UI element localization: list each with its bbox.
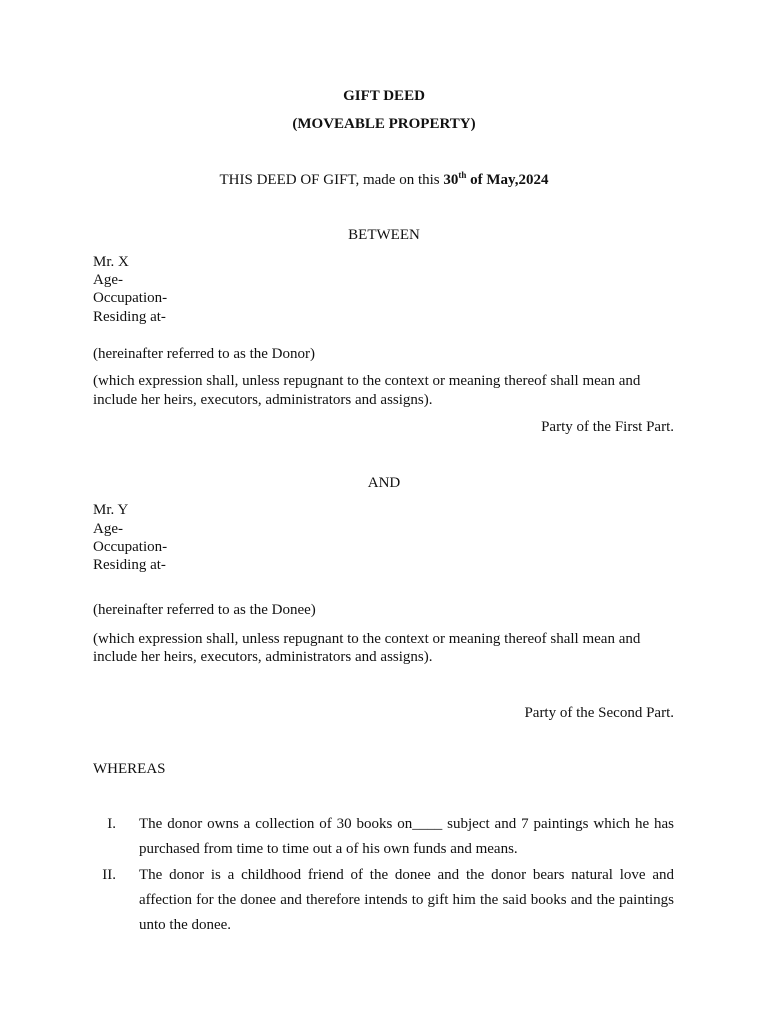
document-subtitle: (MOVEABLE PROPERTY) [292,116,476,132]
intro-day-suffix: th [458,170,467,180]
intro-day: 30 [443,172,459,188]
donee-referred: (hereinafter referred to as the Donee) [93,602,316,618]
donee-name: Mr. Y [93,502,129,518]
donee-expression-line-1: (which expression shall, unless repugnant to the context or meaning thereof shall mean and [93,631,641,647]
donor-expression-line-2: include her heirs, executors, administrators and assigns). [93,392,433,408]
donee-age: Age- [93,521,123,537]
between-heading: BETWEEN [348,227,420,243]
donor-residing: Residing at- [93,309,166,325]
document-title: GIFT DEED [343,88,425,104]
donee-party-label: Party of the Second Part. [524,705,674,721]
donor-expression-line-1: (which expression shall, unless repugnant to the context or meaning thereof shall mean and [93,373,641,389]
donee-occupation: Occupation- [93,539,168,555]
recital-number: I. [107,816,116,832]
recital-number: II. [102,867,116,883]
intro-prefix: THIS DEED OF GIFT, made on this [219,172,444,188]
donor-referred: (hereinafter referred to as the Donor) [93,346,315,362]
deed-intro [0,171,768,189]
recital-text: The donor owns a collection of 30 books on____ subject and 7 paintings which he has purchased from time to time out a of his own funds and means. [139,816,674,857]
donor-age: Age- [93,272,123,288]
donor-party-label: Party of the First Part. [541,419,674,435]
recital-text: The donor is a childhood friend of the donee and the donor bears natural love and affection for the donee and therefore intends to gift him the said books and the paintings unto the donee. [139,867,674,933]
whereas-heading: WHEREAS [93,761,166,777]
donor-name: Mr. X [93,254,129,270]
donee-residing: Residing at- [93,557,166,573]
donee-expression-line-2: include her heirs, executors, administrators and assigns). [93,649,433,665]
and-heading: AND [367,475,401,491]
intro-date-rest: of May,2024 [466,172,549,188]
donor-occupation: Occupation- [93,290,168,306]
